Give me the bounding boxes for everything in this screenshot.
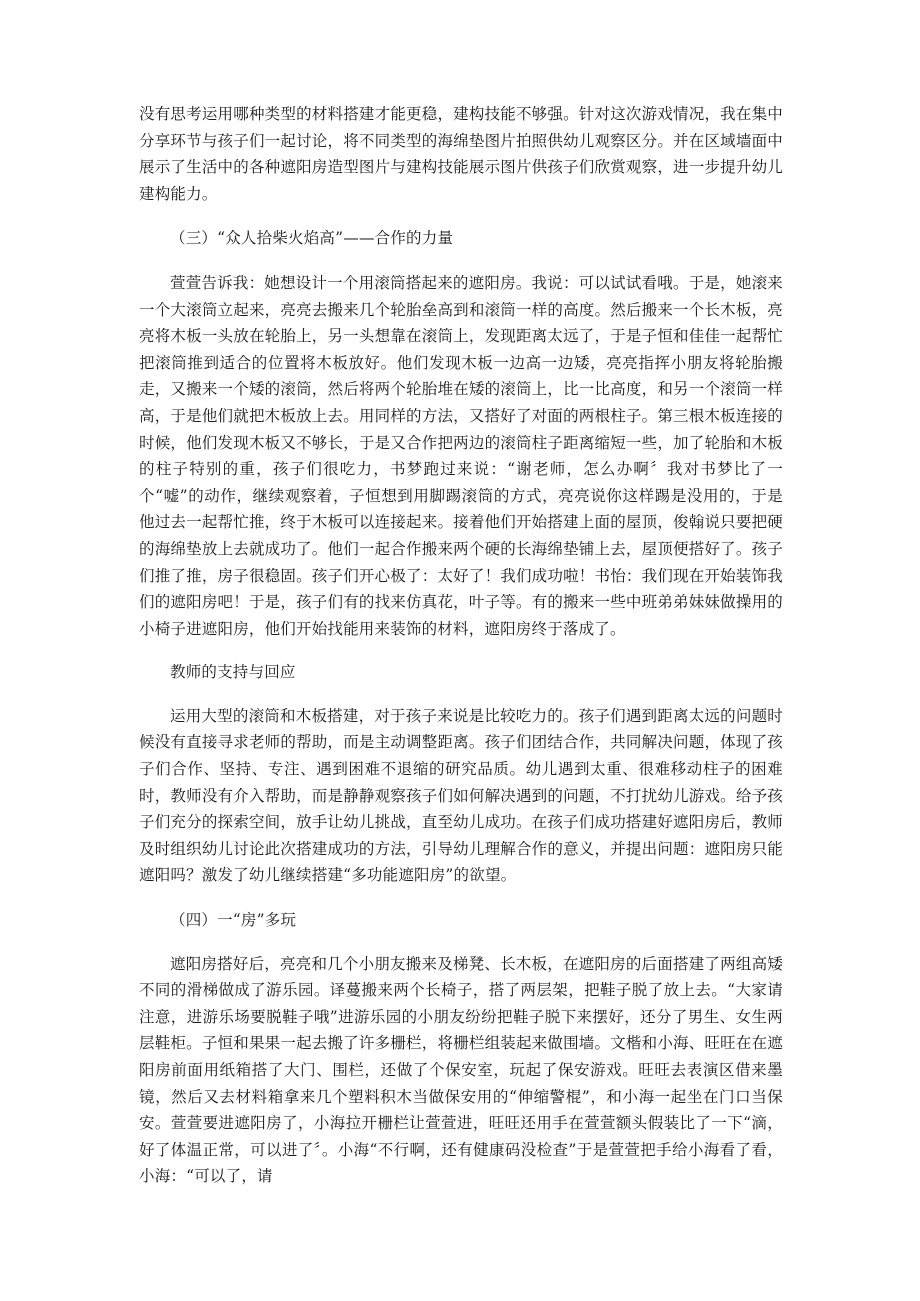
- paragraph-teacher-response: 运用大型的滚筒和木板搭建，对于孩子来说是比较吃力的。孩子们遇到距离太远的问题时候没有直接寻求老师的帮助，而是主动调整距离。孩子们团结合作，共同解决问题，体现了孩子们合作、坚持、专注、遇到困难不退缩的研究品质。幼儿遇到太重、很难移动柱子的困难时，教师没有介入帮助，而是静静观察孩子们如何解决遇到的问题，不打扰幼儿游戏。给予孩子们充分的探索空间，放手让幼儿挑战，直至幼儿成功。在孩子们成功搭建好遮阳房后，教师及时组织幼儿讨论此次搭建成功的方法，引导幼儿理解合作的意义，并提出问题：遮阳房只能遮阳吗？激发了幼儿继续搭建“多功能遮阳房”的欲望。: [139, 706, 783, 885]
- paragraph-reflection-continued: 没有思考运用哪种类型的材料搭建才能更稳，建构技能不够强。针对这次游戏情况，我在集中分享环节与孩子们一起讨论，将不同类型的海绵垫图片拍照供幼儿观察区分。并在区域墙面中展示了生活中的各种遮阳房造型图片与建构技能展示图片供孩子们欣赏观察，进一步提升幼儿建构能力。: [139, 105, 783, 203]
- section-heading-3: （三）“众人拾柴火焰高”——合作的力量: [170, 229, 454, 248]
- document-page: [139, 101, 783, 1190]
- paragraph-multi-play: 遮阳房搭好后，亮亮和几个小朋友搬来及梯凳、长木板，在遮阳房的后面搭建了两组高矮不同的滑梯做成了游乐园。译蔓搬来两个长椅子，搭了两层架，把鞋子脱了放上去。“大家请注意，进游乐场要脱鞋子哦”进游乐园的小朋友纷纷把鞋子脱下来摆好，还分了男生、女生两层鞋柜。子恒和果果一起去搬了许多栅栏，将栅栏组装起来做围墙。文楷和小海、旺旺在在遮阳房前面用纸箱搭了大门、围栏，还做了个保安室，玩起了保安游戏。旺旺去表演区借来墨镜，然后又去材料箱拿来几个塑料积木当做保安用的“伸缩警棍”，和小海一起坐在门口当保安。萱萱要进遮阳房了，小海拉开栅栏让萱萱进，旺旺还用手在萱萱额头假装比了一下“滴，好了体温正常，可以进了〞。小海“不行啊，还有健康码没检查”于是萱萱把手给小海看了看，小海：“可以了，请: [139, 954, 783, 1186]
- subheading-teacher-support: 教师的支持与回应: [170, 663, 296, 682]
- section-heading-4: （四）一“房”多玩: [170, 911, 297, 930]
- paragraph-cooperation-story: 萱萱告诉我：她想设计一个用滚筒搭起来的遮阳房。我说：可以试试看哦。于是，她滚来一个大滚筒立起来，亮亮去搬来几个轮胎垒高到和滚筒一样的高度。然后搬来一个长木板，亮亮将木板一头放在轮胎上，另一头想靠在滚筒上，发现距离太远了，于是子恒和佳佳一起帮忙把滚筒推到适合的位置将木板放好。他们发现木板一边高一边矮，亮亮指挥小朋友将轮胎搬走，又搬来一个矮的滚筒，然后将两个轮胎堆在矮的滚筒上，比一比高度，和另一个滚筒一样高，于是他们就把木板放上去。用同样的方法，又搭好了对面的两根柱子。第三根木板连接的时候，他们发现木板又不够长，于是又合作把两边的滚筒柱子距离缩短一些，加了轮胎和木板的柱子特别的重，孩子们很吃力，书梦跑过来说：“谢老师，怎么办啊〞我对书梦比了一个“嘘”的动作，继续观察着，子恒想到用脚踢滚筒的方式，亮亮说你这样踢是没用的，于是他过去一起帮忙推，终于木板可以连接起来。接着他们开始搭建上面的屋顶，俊翰说只要把硬的海绵垫放上去就成功了。他们一起合作搬来两个硬的长海绵垫铺上去，屋顶便搭好了。孩子们推了推，房子很稳固。孩子们开心极了：太好了！我们成功啦！书怡：我们现在开始装饰我们的遮阳房吧！于是，孩子们有的找来仿真花，叶子等。有的搬来一些中班弟弟妹妹做操用的小椅子进遮阳房，他们开始找能用来装饰的材料，遮阳房终于落成了。: [139, 273, 783, 638]
